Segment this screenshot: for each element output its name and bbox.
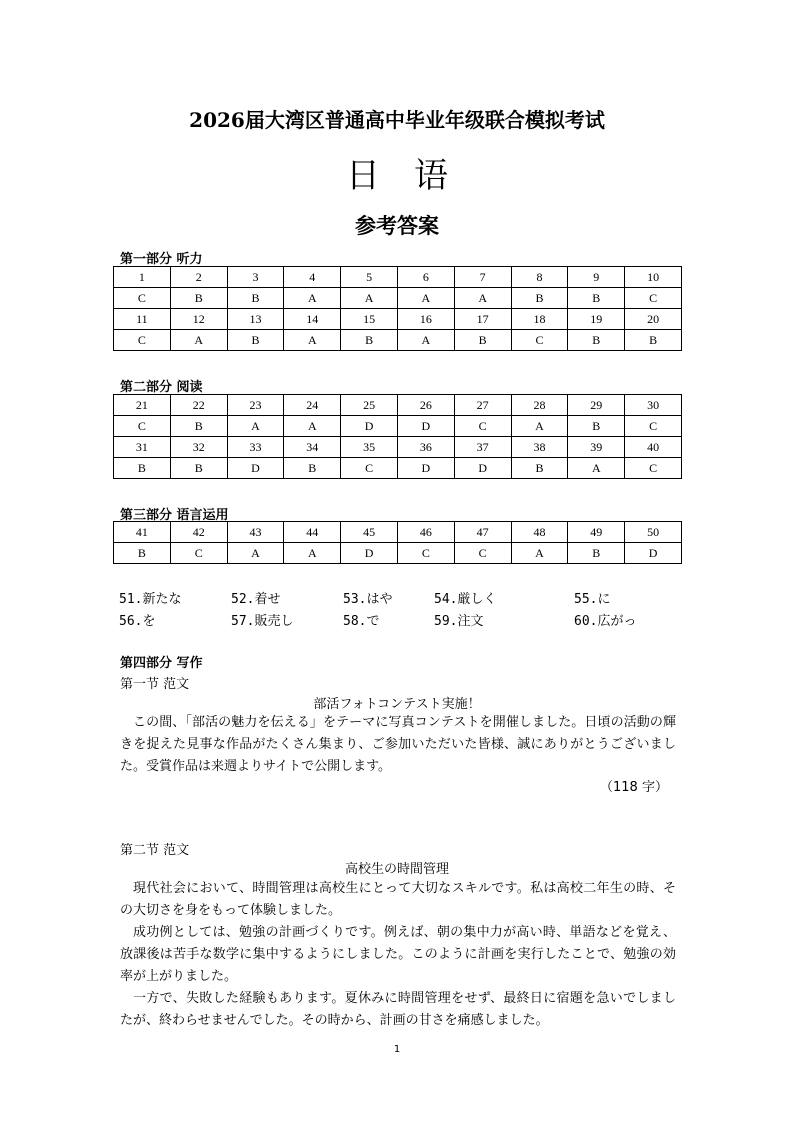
question-number-cell: 10	[625, 267, 682, 288]
fill-answer-60: 60.広がっ	[574, 614, 637, 629]
answer-cell: C	[114, 330, 171, 351]
answer-cell: C	[341, 458, 398, 479]
question-number-row	[114, 395, 682, 416]
fill-answer-52: 52.着せ	[231, 592, 281, 607]
answer-cell: C	[625, 416, 682, 437]
answer-cell: A	[511, 543, 568, 564]
question-number-row	[114, 522, 682, 543]
answers-heading: 参考答案	[355, 213, 439, 238]
answer-cell: B	[227, 288, 284, 309]
answer-row	[114, 330, 682, 351]
question-number-cell: 49	[568, 522, 625, 543]
answer-cell: C	[625, 458, 682, 479]
question-number-cell: 21	[114, 395, 171, 416]
answer-cell: D	[341, 416, 398, 437]
answer-cell: C	[114, 288, 171, 309]
answer-cell: B	[568, 416, 625, 437]
question-number-cell: 43	[227, 522, 284, 543]
question-number-cell: 3	[227, 267, 284, 288]
answer-cell: C	[114, 416, 171, 437]
part2-answer-table	[113, 394, 682, 479]
question-number-cell: 23	[227, 395, 284, 416]
question-number-cell: 29	[568, 395, 625, 416]
answer-cell: D	[625, 543, 682, 564]
answer-cell: B	[114, 543, 171, 564]
answer-cell: A	[170, 330, 227, 351]
question-number-cell: 27	[454, 395, 511, 416]
question-number-cell: 47	[454, 522, 511, 543]
part4-title: 第四部分 写作	[120, 656, 203, 671]
answer-cell: C	[170, 543, 227, 564]
question-number-cell: 25	[341, 395, 398, 416]
question-number-cell: 28	[511, 395, 568, 416]
question-number-cell: 2	[170, 267, 227, 288]
question-number-cell: 44	[284, 522, 341, 543]
answer-cell: B	[227, 330, 284, 351]
answer-cell: A	[397, 330, 454, 351]
answer-cell: D	[341, 543, 398, 564]
question-number-cell: 45	[341, 522, 398, 543]
answer-cell: C	[511, 330, 568, 351]
answer-row	[114, 458, 682, 479]
question-number-cell: 16	[397, 309, 454, 330]
page-number: 1	[393, 1044, 401, 1055]
question-number-cell: 17	[454, 309, 511, 330]
answer-cell: C	[454, 416, 511, 437]
answer-cell: D	[227, 458, 284, 479]
section2-essay-title: 高校生の時間管理	[344, 862, 449, 877]
answer-cell: A	[284, 416, 341, 437]
part3-table-body	[114, 522, 682, 564]
answer-cell: A	[284, 288, 341, 309]
question-number-cell: 41	[114, 522, 171, 543]
answer-row	[114, 416, 682, 437]
answer-cell: A	[568, 458, 625, 479]
answer-cell: A	[341, 288, 398, 309]
answer-cell: B	[170, 458, 227, 479]
answer-cell: D	[397, 458, 454, 479]
answer-cell: B	[170, 288, 227, 309]
answer-row	[114, 288, 682, 309]
question-number-cell: 46	[397, 522, 454, 543]
part1-answer-table	[113, 266, 682, 351]
answer-cell: B	[568, 288, 625, 309]
answer-cell: B	[341, 330, 398, 351]
question-number-cell: 30	[625, 395, 682, 416]
question-number-cell: 24	[284, 395, 341, 416]
part3-title: 第三部分 语言运用	[120, 508, 229, 523]
question-number-cell: 1	[114, 267, 171, 288]
part3-answer-table	[113, 521, 682, 564]
answer-cell: C	[397, 543, 454, 564]
part2-table-body	[114, 395, 682, 479]
answer-cell: A	[397, 288, 454, 309]
question-number-row	[114, 309, 682, 330]
answer-cell: A	[227, 543, 284, 564]
answer-cell: D	[397, 416, 454, 437]
answer-cell: C	[454, 543, 511, 564]
answer-cell: B	[114, 458, 171, 479]
question-number-cell: 14	[284, 309, 341, 330]
question-number-cell: 18	[511, 309, 568, 330]
question-number-cell: 6	[397, 267, 454, 288]
section1-char-count: （118 字）	[600, 780, 668, 795]
section2-label: 第二节 范文	[120, 843, 190, 858]
question-number-cell: 48	[511, 522, 568, 543]
question-number-cell: 38	[511, 437, 568, 458]
answer-cell: B	[511, 458, 568, 479]
question-number-cell: 31	[114, 437, 171, 458]
question-number-cell: 39	[568, 437, 625, 458]
fill-answer-55: 55.に	[574, 592, 611, 607]
part1-table-body	[114, 267, 682, 351]
fill-in-row	[119, 588, 679, 610]
section1-label: 第一节 范文	[120, 677, 190, 692]
answer-cell: B	[511, 288, 568, 309]
answer-cell: B	[284, 458, 341, 479]
fill-answer-54: 54.厳しく	[434, 592, 497, 607]
answer-cell: B	[568, 330, 625, 351]
question-number-cell: 15	[341, 309, 398, 330]
answer-cell: B	[170, 416, 227, 437]
fill-in-answers	[119, 588, 679, 632]
fill-answer-56: 56.を	[119, 614, 156, 629]
question-number-row	[114, 437, 682, 458]
answer-cell: B	[568, 543, 625, 564]
question-number-cell: 12	[170, 309, 227, 330]
answer-cell: A	[284, 543, 341, 564]
fill-answer-59: 59.注文	[434, 614, 484, 629]
question-number-cell: 13	[227, 309, 284, 330]
answer-cell: A	[284, 330, 341, 351]
answer-cell: D	[454, 458, 511, 479]
subject-title: 日 语	[346, 156, 448, 196]
question-number-cell: 37	[454, 437, 511, 458]
question-number-row	[114, 267, 682, 288]
question-number-cell: 7	[454, 267, 511, 288]
answer-row	[114, 543, 682, 564]
question-number-cell: 4	[284, 267, 341, 288]
answer-cell: B	[454, 330, 511, 351]
fill-answer-57: 57.販売し	[231, 614, 294, 629]
exam-title: 2026届大湾区普通高中毕业年级联合模拟考试	[189, 108, 605, 132]
section1-paragraph: この間、「部活の魅力を伝える」をテーマに写真コンテストを開催しました。日頃の活動の輝きを捉えた見事な作品がたくさん集まり、ご参加いただいた皆様、誠にありがとうございました。受賞作品は来週よりサイトで公開します。	[120, 715, 676, 774]
part2-title: 第二部分 阅读	[120, 380, 203, 395]
part1-title: 第一部分 听力	[120, 252, 203, 267]
question-number-cell: 22	[170, 395, 227, 416]
section1-essay-title: 部活フォトコンテスト実施！	[313, 697, 481, 712]
question-number-cell: 8	[511, 267, 568, 288]
question-number-cell: 26	[397, 395, 454, 416]
question-number-cell: 9	[568, 267, 625, 288]
question-number-cell: 50	[625, 522, 682, 543]
fill-answer-58: 58.で	[343, 614, 380, 629]
section2-paragraph: 現代社会において、時間管理は高校生にとって大切なスキルです。私は高校二年生の時、その大切さを身をもって体験しました。	[120, 881, 676, 918]
answer-cell: A	[227, 416, 284, 437]
question-number-cell: 33	[227, 437, 284, 458]
answer-cell: A	[511, 416, 568, 437]
fill-answer-53: 53.はや	[343, 592, 393, 607]
question-number-cell: 42	[170, 522, 227, 543]
question-number-cell: 11	[114, 309, 171, 330]
question-number-cell: 19	[568, 309, 625, 330]
question-number-cell: 20	[625, 309, 682, 330]
fill-in-row	[119, 610, 679, 632]
fill-answer-51: 51.新たな	[119, 592, 182, 607]
section2-paragraph: 一方で、失敗した経験もあります。夏休みに時間管理をせず、最終日に宿題を急いでしましたが、終わらせませんでした。その時から、計画の甘さを痛感しました。	[120, 991, 676, 1028]
answer-cell: B	[625, 330, 682, 351]
question-number-cell: 36	[397, 437, 454, 458]
question-number-cell: 32	[170, 437, 227, 458]
section2-paragraph: 成功例としては、勉強の計画づくりです。例えば、朝の集中力が高い時、単語などを覚え、放課後は苦手な数学に集中するようにしました。このように計画を実行したことで、勉強の効率が上がりました。	[120, 925, 676, 984]
question-number-cell: 5	[341, 267, 398, 288]
question-number-cell: 35	[341, 437, 398, 458]
answer-cell: C	[625, 288, 682, 309]
question-number-cell: 40	[625, 437, 682, 458]
question-number-cell: 34	[284, 437, 341, 458]
answer-cell: A	[454, 288, 511, 309]
